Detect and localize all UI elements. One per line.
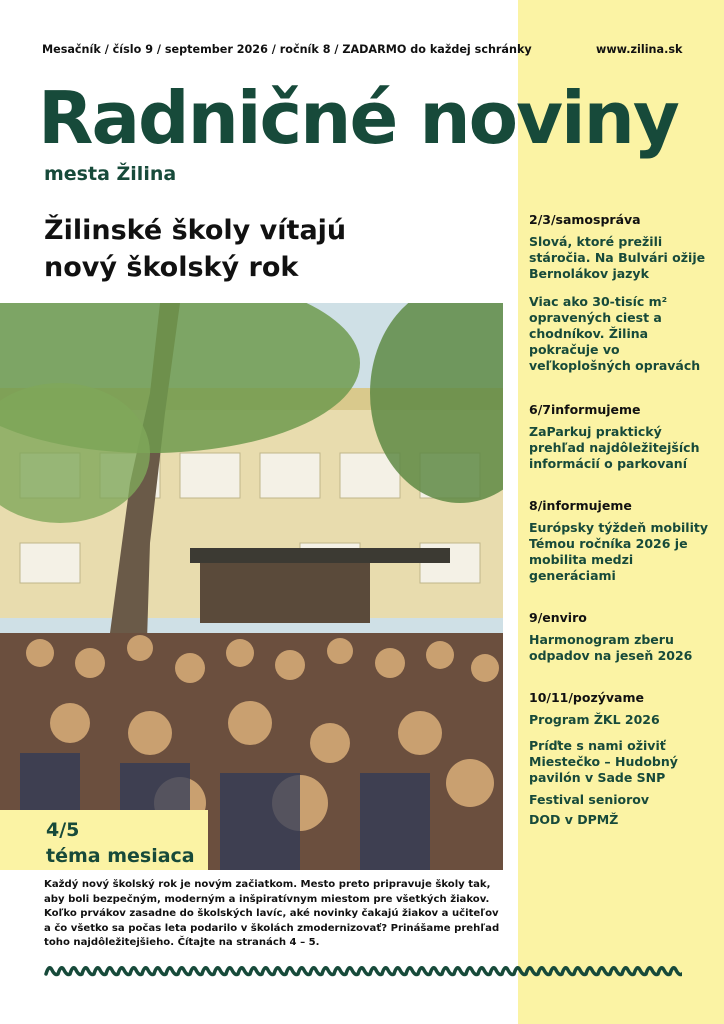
toc-item[interactable]: DOD v DPMŽ [529,812,619,827]
toc-item[interactable]: Príďte s nami oživiť Miestečko – Hudobný pavilón v Sade SNP [529,738,678,785]
toc-item[interactable]: Slová, ktoré prežili stáročia. Na Bulvári ožije Bernolákov jazyk [529,234,706,281]
cover-photo [0,303,503,870]
lead-paragraph: Každý nový školský rok je novým začiatkom. Mesto preto pripravuje školy tak, aby boli bezpečným, moderným a inšpiratívnym miestom pre všetkých žiakov. Koľko prvákov zasadne do školských lavíc, aké novinky čakajú žiakov a učiteľov a čo všetko sa počas leta podarilo v školách zmodernizovať? Prinášame prehľad toho najdôležitejšieho. Čítajte na stranách 4 – 5. [44,879,500,948]
toc-section-head: 8/informujeme [529,498,632,513]
toc-section-head: 10/11/pozývame [529,690,644,705]
toc-item[interactable]: Európsky týždeň mobility Témou ročníka 2026 je mobilita medzi generáciami [529,520,709,583]
toc-section [529,690,715,828]
headline-line-2: nový školský rok [44,252,299,283]
toc-item[interactable]: Harmonogram zberu odpadov na jeseň 2026 [529,632,693,663]
school-crowd-photo [0,303,503,870]
headline-line-1: Žilinské školy vítajú [44,215,347,246]
issue-info: Mesačník / číslo 9 / september 2026 / ročník 8 / ZADARMO do každej schránky [42,43,532,56]
toc-section [529,402,715,472]
toc-item[interactable]: Viac ako 30-tisíc m² opravených ciest a chodníkov. Žilina pokračuje vo veľkoplošných opravách [529,294,701,373]
decorative-wave-divider [44,962,682,978]
website-link[interactable]: www.zilina.sk [596,43,683,56]
toc-section [529,610,715,664]
toc-item[interactable]: Program ŽKL 2026 [529,712,660,727]
toc-item[interactable]: ZaParkuj praktický prehľad najdôležitejších informácií o parkovaní [529,424,700,471]
topic-badge-pages: 4/5 [46,819,80,841]
masthead-title: Radničné noviny [38,76,678,160]
masthead-subtitle: mesta Žilina [44,163,177,185]
toc-section [529,498,715,584]
main-headline [44,212,504,286]
toc-section-head: 6/7informujeme [529,402,641,417]
toc-section [529,212,715,374]
topic-badge-label: téma mesiaca [46,845,195,867]
contents-list [529,212,715,828]
toc-section-head: 2/3/samospráva [529,212,641,227]
toc-section-head: 9/enviro [529,610,587,625]
toc-item[interactable]: Festival seniorov [529,792,650,807]
